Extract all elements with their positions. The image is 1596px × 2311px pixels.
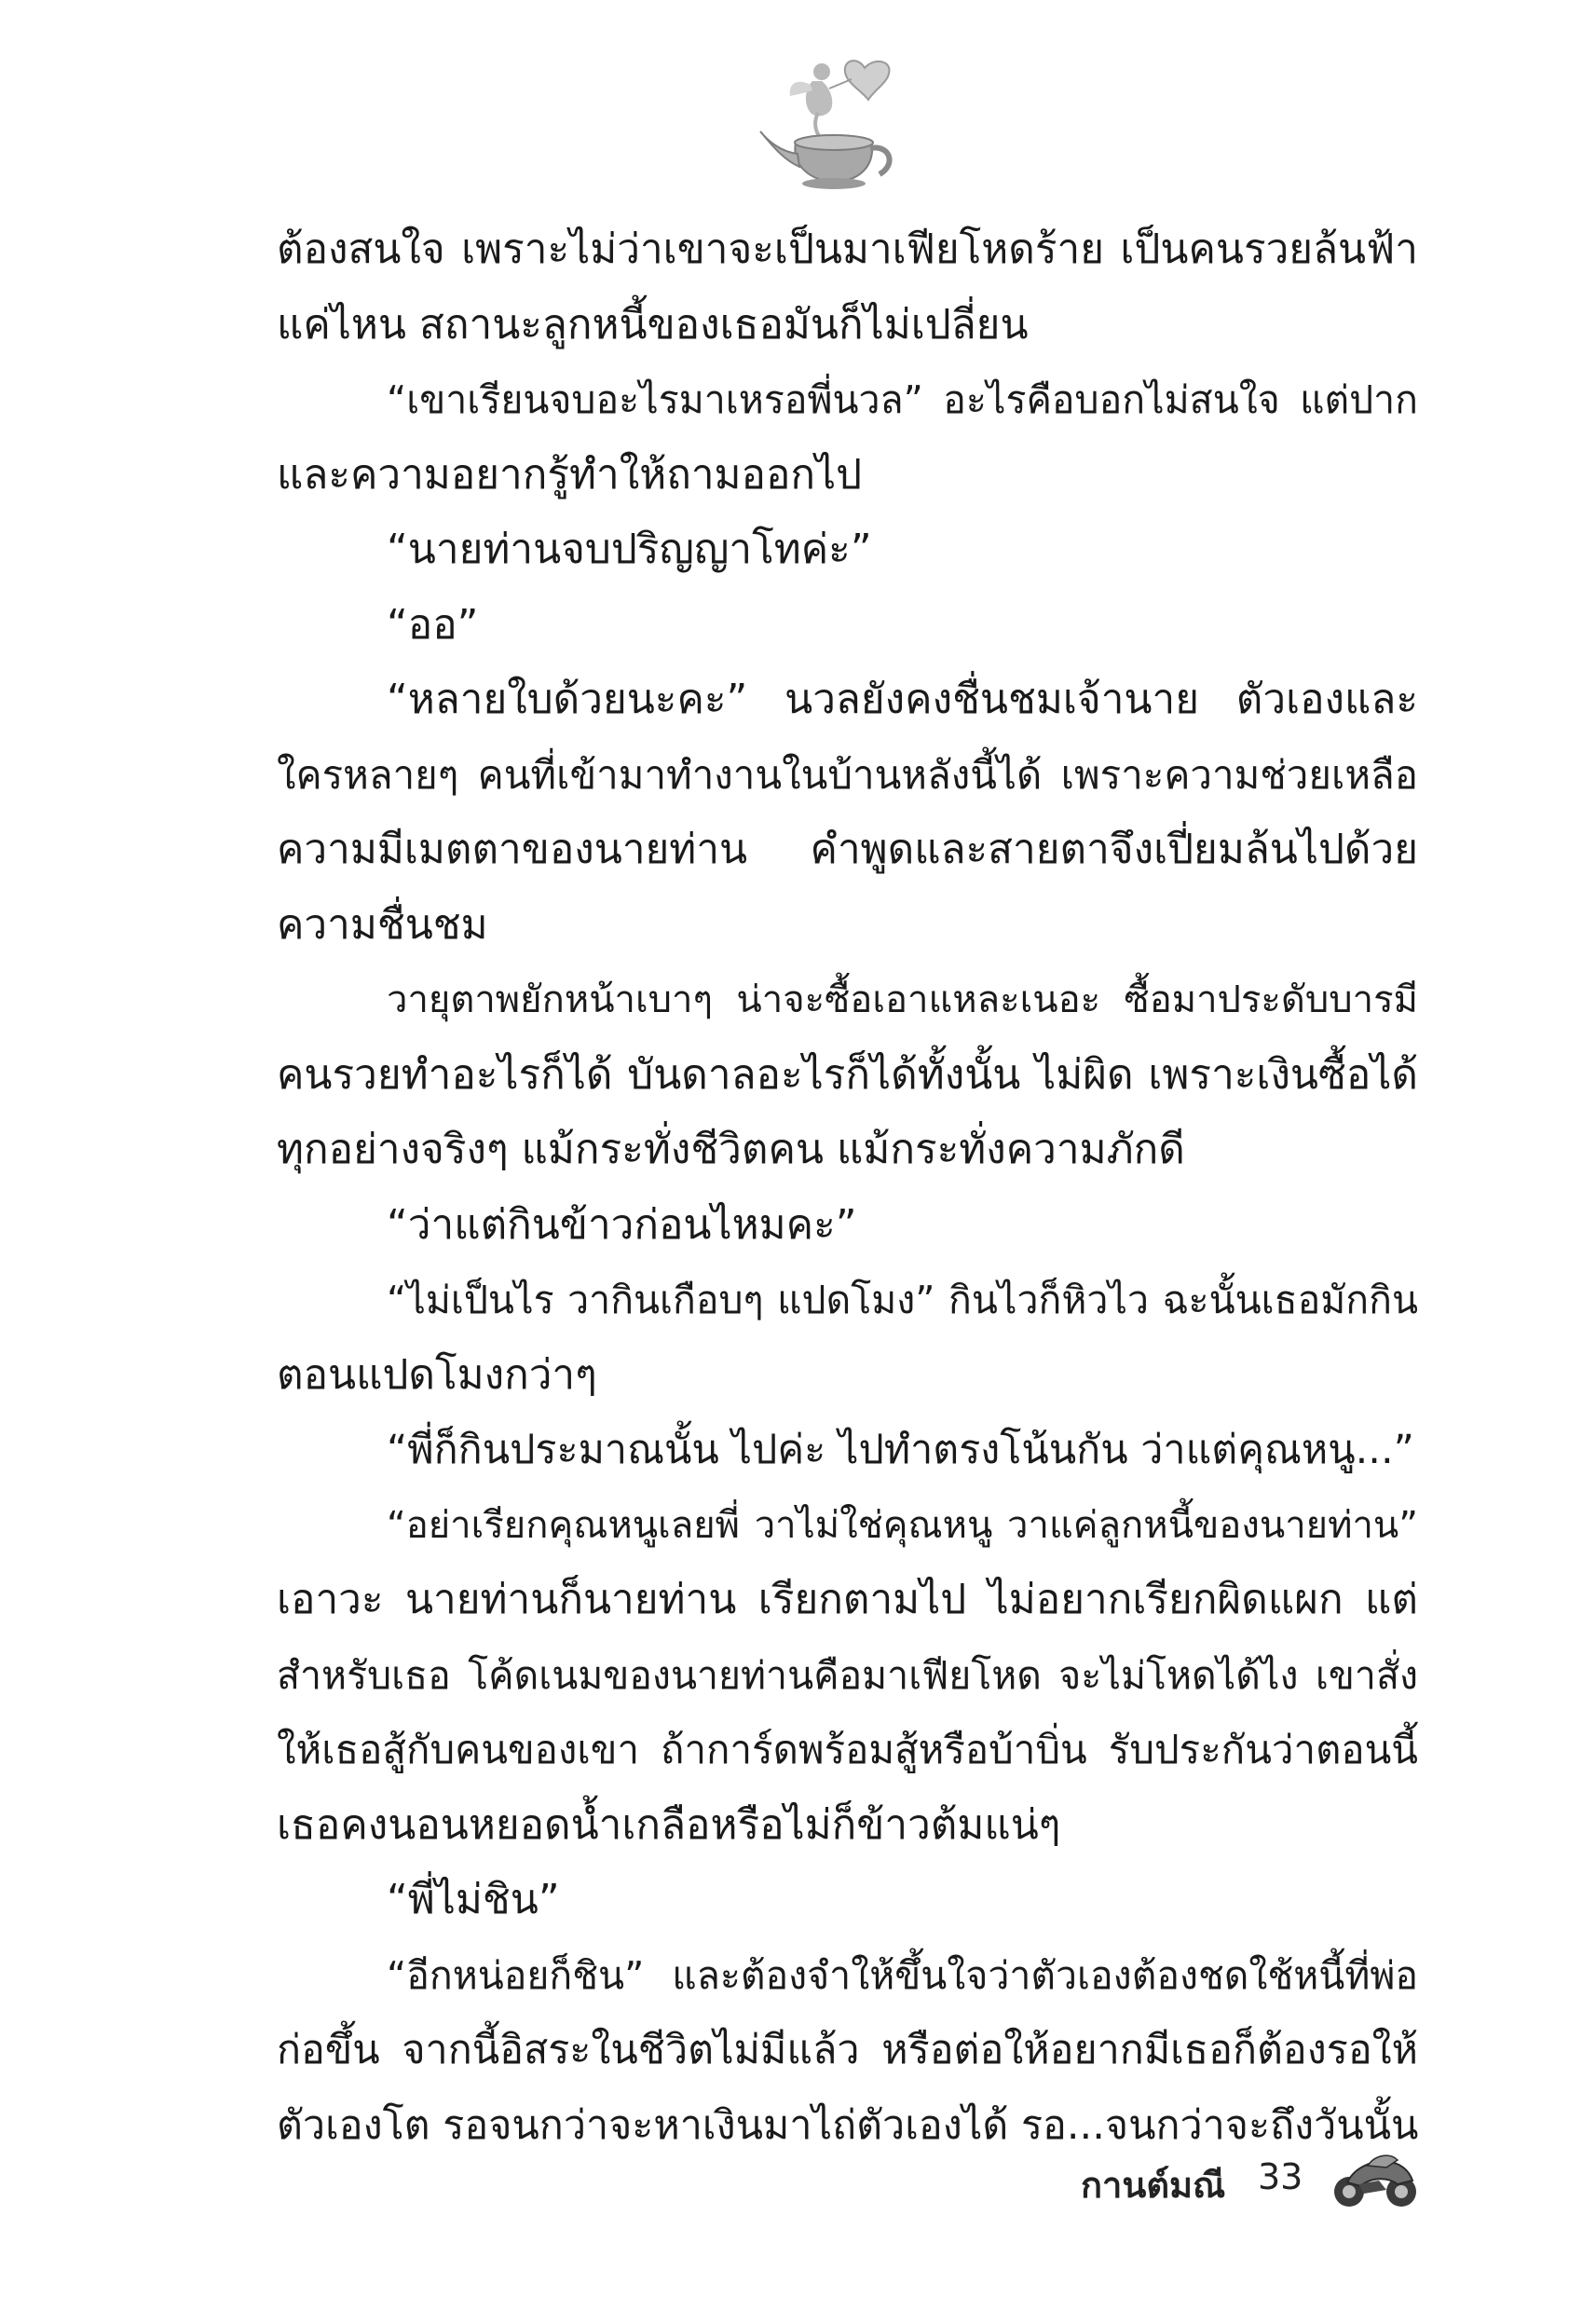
text-line: ให้เธอสู้กับคนของเขา ถ้าการ์ดพร้อมสู้หรือบ้าบิ่น รับประกันว่าตอนนี้ — [277, 1727, 1418, 1772]
text-line: ก่อขึ้น จากนี้อิสระในชีวิตไม่มีแล้ว หรือต่อให้อยากมีเธอก็ต้องรอให้ — [277, 2027, 1418, 2073]
text-line: สำหรับเธอ โค้ดเนมของนายท่านคือมาเฟียโหด จะไม่โหดได้ไง เขาสั่ง — [277, 1652, 1418, 1698]
text-line: “ออ” — [387, 600, 479, 649]
text-line: ความมีเมตตาของนายท่าน คำพูดและสายตาจึงเปี่ยมล้นไปด้วย — [277, 826, 1418, 873]
text-line: เธอคงนอนหยอดน้ำเกลือหรือไม่ก็ข้าวต้มแน่ๆ — [277, 1800, 1061, 1849]
text-line: ต้องสนใจ เพราะไม่ว่าเขาจะเป็นมาเฟียโหดร้าย เป็นคนรวยล้นฟ้า — [277, 226, 1418, 273]
text-line: “ไม่เป็นไร วากินเกือบๆ แปดโมง” กินไวก็หิวไว ฉะนั้นเธอมักกิน — [387, 1278, 1418, 1322]
footer-author: กานต์มณี — [1081, 2165, 1226, 2206]
body-text — [277, 212, 1418, 2163]
page-number: 33 — [1258, 2156, 1303, 2197]
teapot-cupid-ornament-icon — [755, 51, 913, 200]
text-line: “อย่าเรียกคุณหนูเลยพี่ วาไม่ใช่คุณหนู วาแค่ลูกหนี้ของนายท่าน” — [387, 1503, 1418, 1547]
text-line: “นายท่านจบปริญญาโทค่ะ” — [387, 526, 872, 573]
text-line: วายุตาพยักหน้าเบาๆ น่าจะซื้อเอาแหละเนอะ ซื้อมาประดับบารมี — [387, 978, 1418, 1021]
text-line: “อีกหน่อยก็ชิน” และต้องจำให้ขึ้นใจว่าตัวเองต้องชดใช้หนี้ที่พ่อ — [387, 1952, 1418, 1998]
text-line: “พี่ก็กินประมาณนั้น ไปค่ะ ไปทำตรงโน้นกัน ว่าแต่คุณหนู...” — [387, 1427, 1414, 1473]
text-line: “เขาเรียนจบอะไรมาเหรอพี่นวล” อะไรคือบอกไม่สนใจ แต่ปาก — [387, 377, 1418, 422]
text-line: ตัวเองโต รอจนกว่าจะหาเงินมาไถ่ตัวเองได้ รอ...จนกว่าจะถึงวันนั้น — [277, 2101, 1419, 2149]
text-line: ตอนแปดโมงกว่าๆ — [277, 1350, 597, 1399]
text-line: “ว่าแต่กินข้าวก่อนไหมคะ” — [387, 1200, 857, 1249]
text-line: คนรวยทำอะไรก็ได้ บันดาลอะไรก็ได้ทั้งนั้น ไม่ผิด เพราะเงินซื้อได้ — [277, 1050, 1418, 1099]
text-line: เอาวะ นายท่านก็นายท่าน เรียกตามไป ไม่อยากเรียกผิดแผก แต่ — [277, 1576, 1418, 1623]
text-line: และความอยากรู้ทำให้ถามออกไป — [277, 450, 863, 499]
text-line: ทุกอย่างจริงๆ แม้กระทั่งชีวิตคน แม้กระทั่งความภักดี — [277, 1126, 1185, 1173]
text-line: ความชื่นชม — [277, 900, 488, 949]
page-footer — [1081, 2140, 1416, 2233]
text-line: “พี่ไม่ชิน” — [387, 1876, 560, 1923]
motorcycle-icon — [1330, 2140, 1420, 2214]
text-line: แค่ไหน สถานะลูกหนี้ของเธอมันก็ไม่เปลี่ยน — [277, 300, 1029, 349]
text-line: “หลายใบด้วยนะคะ” นวลยังคงชื่นชมเจ้านาย ตัวเองและ — [387, 676, 1418, 723]
text-line: ใครหลายๆ คนที่เข้ามาทำงานในบ้านหลังนี้ได้ เพราะความช่วยเหลือ — [277, 751, 1418, 798]
